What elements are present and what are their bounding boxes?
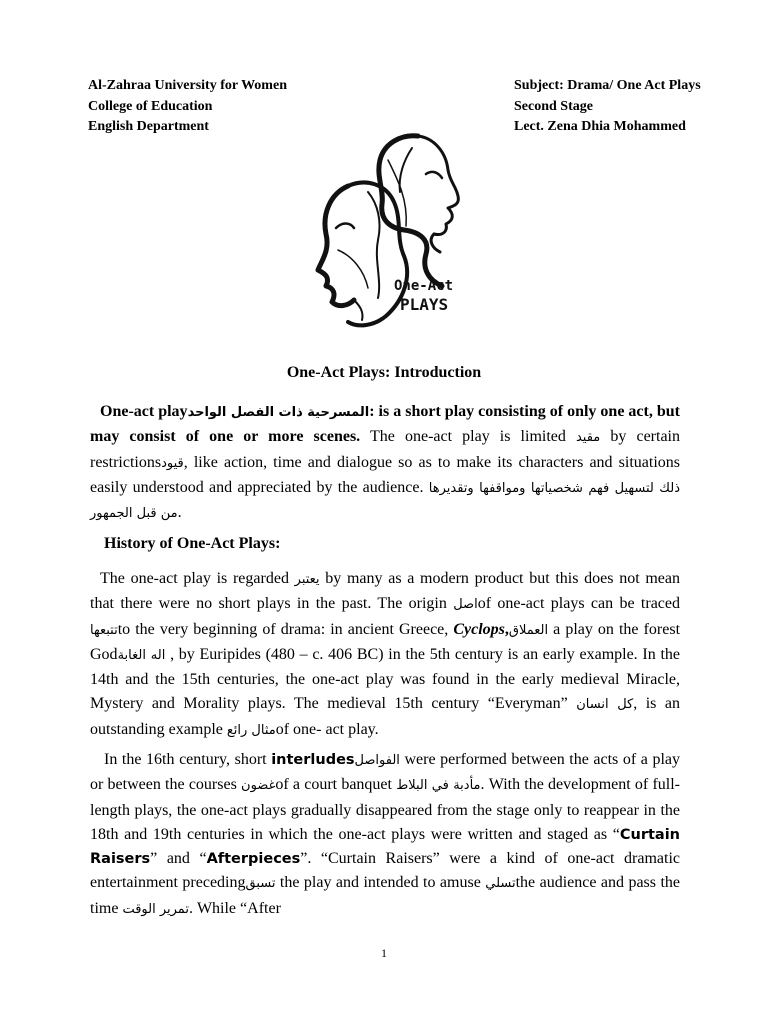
drama-masks-logo	[308, 130, 480, 332]
logo-text-line2: PLAYS	[400, 295, 449, 314]
cyclops-title: Cyclops	[453, 620, 505, 638]
body-text: ,	[504, 620, 509, 638]
arabic-gloss: المسرحية ذات الفصل الواحد	[187, 405, 370, 420]
body-text: The one-act play is limited	[360, 428, 576, 446]
subject-line: Subject: Drama/ One Act Plays	[514, 78, 701, 93]
arabic-gloss: الفواصل	[354, 753, 400, 768]
lecturer-line: Lect. Zena Dhia Mohammed	[514, 119, 686, 134]
body-text: , is an outstanding example	[90, 695, 680, 738]
body-text: a play on the forest God	[90, 620, 681, 663]
body-text: . While “After	[188, 899, 281, 917]
history-heading: History of One-Act Plays:	[104, 535, 281, 552]
arabic-gloss: تسبق	[245, 876, 276, 892]
history-paragraph-2	[90, 748, 680, 922]
term-interludes: interludes	[271, 752, 355, 768]
arabic-gloss: يعتبر	[294, 572, 320, 587]
history-paragraph-1	[90, 567, 680, 743]
body-text: of a court banquet	[275, 776, 397, 794]
term-afterpieces: Afterpieces	[206, 851, 301, 868]
arabic-gloss: مقيد	[575, 430, 601, 446]
stage-line: Second Stage	[514, 98, 593, 114]
page-title: One-Act Plays: Introduction	[286, 364, 482, 381]
arabic-gloss: مثال رائع	[226, 722, 276, 738]
arabic-gloss: تتبعها	[90, 622, 118, 638]
body-text: , like action, time and dialogue so as to make its characters and situations easily understood and appreciated by the audience.	[90, 453, 680, 496]
body-text: by certain restrictions	[90, 428, 680, 471]
arabic-gloss: تمرير الوقت	[122, 901, 189, 917]
logo-text-line1: One-Act	[394, 278, 454, 294]
arabic-gloss: كل انسان	[576, 697, 634, 713]
course-header	[514, 76, 701, 138]
body-text: . With the development of full-length plays, the one-act plays gradually disappeared from the stage only to reappear in the 18th and 19th centuries in which the one-act plays were written and staged as “	[90, 776, 681, 843]
body-text: the audience and pass the time	[90, 874, 681, 917]
body-text: the play and intended to amuse	[275, 874, 486, 892]
body-text: The one-act play is regarded	[100, 570, 295, 587]
arabic-gloss: العملاق	[508, 622, 549, 638]
term-one-act-play: One-act play	[100, 403, 188, 420]
body-text: ” and “	[150, 850, 207, 868]
body-text: In the 16th century, short	[104, 751, 272, 768]
intro-paragraph	[90, 400, 680, 526]
body-text: were performed between the acts of a play or between the courses	[90, 751, 681, 794]
arabic-gloss: قيود	[161, 455, 184, 471]
college-name: College of Education	[88, 98, 213, 114]
arabic-gloss: اصل	[453, 597, 478, 613]
body-text: .	[177, 504, 182, 522]
university-name: Al-Zahraa University for Women	[88, 78, 287, 93]
arabic-gloss: مأدبة في البلاط	[396, 778, 481, 794]
arabic-gloss: اله الغابة	[117, 647, 166, 663]
department-name: English Department	[88, 119, 209, 134]
institution-header	[88, 76, 287, 138]
body-text: by many as a modern product but this does not mean that there were no short plays in the past. The origin	[90, 570, 680, 613]
page-number: 1	[381, 946, 387, 960]
arabic-gloss: غضون	[241, 778, 276, 794]
arabic-gloss: ذلك لتسهيل فهم شخصياتها ومواقفها وتقديرها من قبل الجمهور	[90, 480, 680, 522]
body-text: of one- act play.	[275, 720, 379, 738]
body-text: , by Euripides (480 – c. 406 BC) in the 5th century is an early example. In the 14th and the 15th centuries, the one-act play was found in the early medieval Miracle, Mystery and Morality plays. The medieval 15th century “Everyman”	[90, 645, 680, 713]
definition-text: : is a short play consisting of only one act, but may consist of one or more scenes.	[90, 403, 680, 446]
body-text: of one-act plays can be traced	[477, 595, 680, 613]
body-text: ”. “Curtain Raisers” were a kind of one-act dramatic entertainment preceding	[90, 850, 680, 892]
body-text: to the very beginning of drama: in ancient Greece,	[117, 620, 454, 638]
term-curtain-raisers: Curtain Raisers	[90, 826, 680, 868]
arabic-gloss: تسلي	[485, 876, 516, 892]
